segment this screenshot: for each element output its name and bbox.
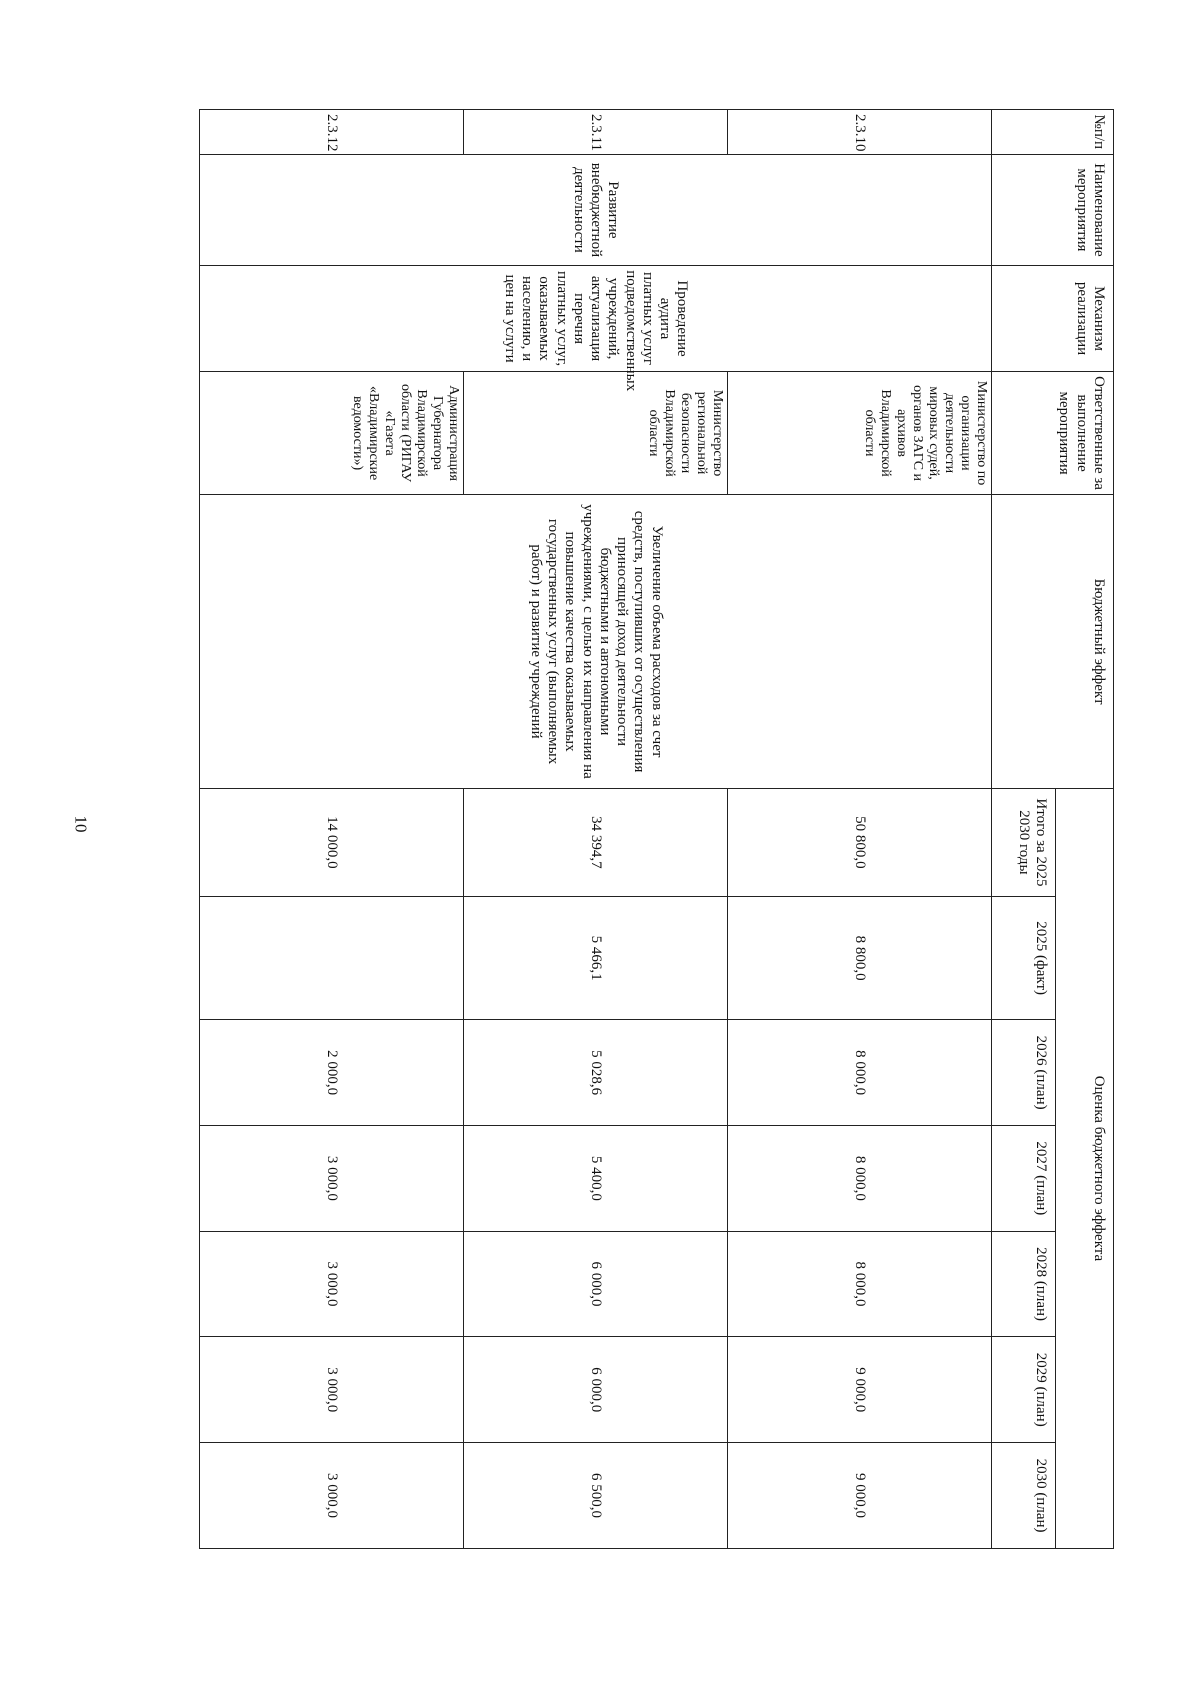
value-total: 34 394,7 xyxy=(464,788,728,896)
value-2030: 3 000,0 xyxy=(200,1443,464,1549)
responsible: Администрация Губернатора Владимирской области (РИГАУ «Газета «Владимирские ведомости») xyxy=(200,371,464,494)
header-year-2025: 2025 (факт) xyxy=(992,896,1056,1019)
value-2030: 9 000,0 xyxy=(728,1443,992,1549)
header-year-2026: 2026 (план) xyxy=(992,1020,1056,1126)
measure-name: Развитие внебюджетной деятельности xyxy=(200,154,992,266)
value-2029: 3 000,0 xyxy=(200,1337,464,1443)
value-2026: 8 000,0 xyxy=(728,1020,992,1126)
header-year-2030: 2030 (план) xyxy=(992,1443,1056,1549)
value-2026: 5 028,6 xyxy=(464,1020,728,1126)
value-2029: 6 000,0 xyxy=(464,1337,728,1443)
header-year-2027: 2027 (план) xyxy=(992,1125,1056,1231)
header-estimate-group: Оценка бюджетного эффекта xyxy=(1055,788,1113,1548)
value-2025: 5 466,1 xyxy=(464,896,728,1019)
value-total: 50 800,0 xyxy=(728,788,992,896)
header-year-total: Итого за 2025 2030 годы xyxy=(992,788,1056,896)
budget-effect-table xyxy=(199,109,1114,1549)
row-num: 2.3.11 xyxy=(464,110,728,155)
header-name: Наименование мероприятия xyxy=(992,154,1114,266)
responsible: Министерство региональной безопасности Владимирской области xyxy=(464,371,728,494)
table-row xyxy=(728,110,992,1549)
header-mechanism: Механизм реализации xyxy=(992,266,1114,372)
value-2028: 8 000,0 xyxy=(728,1231,992,1337)
page-number: 10 xyxy=(71,815,91,833)
header-responsible: Ответственные за выполнение мероприятия xyxy=(992,371,1114,494)
row-num: 2.3.10 xyxy=(728,110,992,155)
value-2027: 8 000,0 xyxy=(728,1125,992,1231)
value-2028: 6 000,0 xyxy=(464,1231,728,1337)
header-row-1 xyxy=(1055,110,1113,1549)
value-2029: 9 000,0 xyxy=(728,1337,992,1443)
value-2030: 6 500,0 xyxy=(464,1443,728,1549)
responsible: Министерство по организации деятельности мировых судей, органов ЗАГС и архивов Владимирской области xyxy=(728,371,992,494)
header-effect: Бюджетный эффект xyxy=(992,495,1114,789)
value-total: 14 000,0 xyxy=(200,788,464,896)
value-2025 xyxy=(200,896,464,1019)
header-year-2029: 2029 (план) xyxy=(992,1337,1056,1443)
value-2028: 3 000,0 xyxy=(200,1231,464,1337)
header-num: №п/п xyxy=(992,110,1114,155)
value-2027: 3 000,0 xyxy=(200,1125,464,1231)
mechanism: Проведение аудита платных услуг подведомственных учреждений, актуализация перечня платных услуг, оказываемых населению, и цен на услуги xyxy=(200,266,992,372)
budget-effect-table-rotated xyxy=(199,109,1114,1549)
header-year-2028: 2028 (план) xyxy=(992,1231,1056,1337)
row-num: 2.3.12 xyxy=(200,110,464,155)
value-2027: 5 400,0 xyxy=(464,1125,728,1231)
budget-effect: Увеличение объема расходов за счет средств, поступивших от осуществления приносящей доход деятельности бюджетными и автономными учреждениями, с целью их направления на повышение качества оказываемых государственных услуг (выполняемых работ) и развитие учреждений xyxy=(200,495,992,789)
value-2026: 2 000,0 xyxy=(200,1020,464,1126)
value-2025: 8 800,0 xyxy=(728,896,992,1019)
